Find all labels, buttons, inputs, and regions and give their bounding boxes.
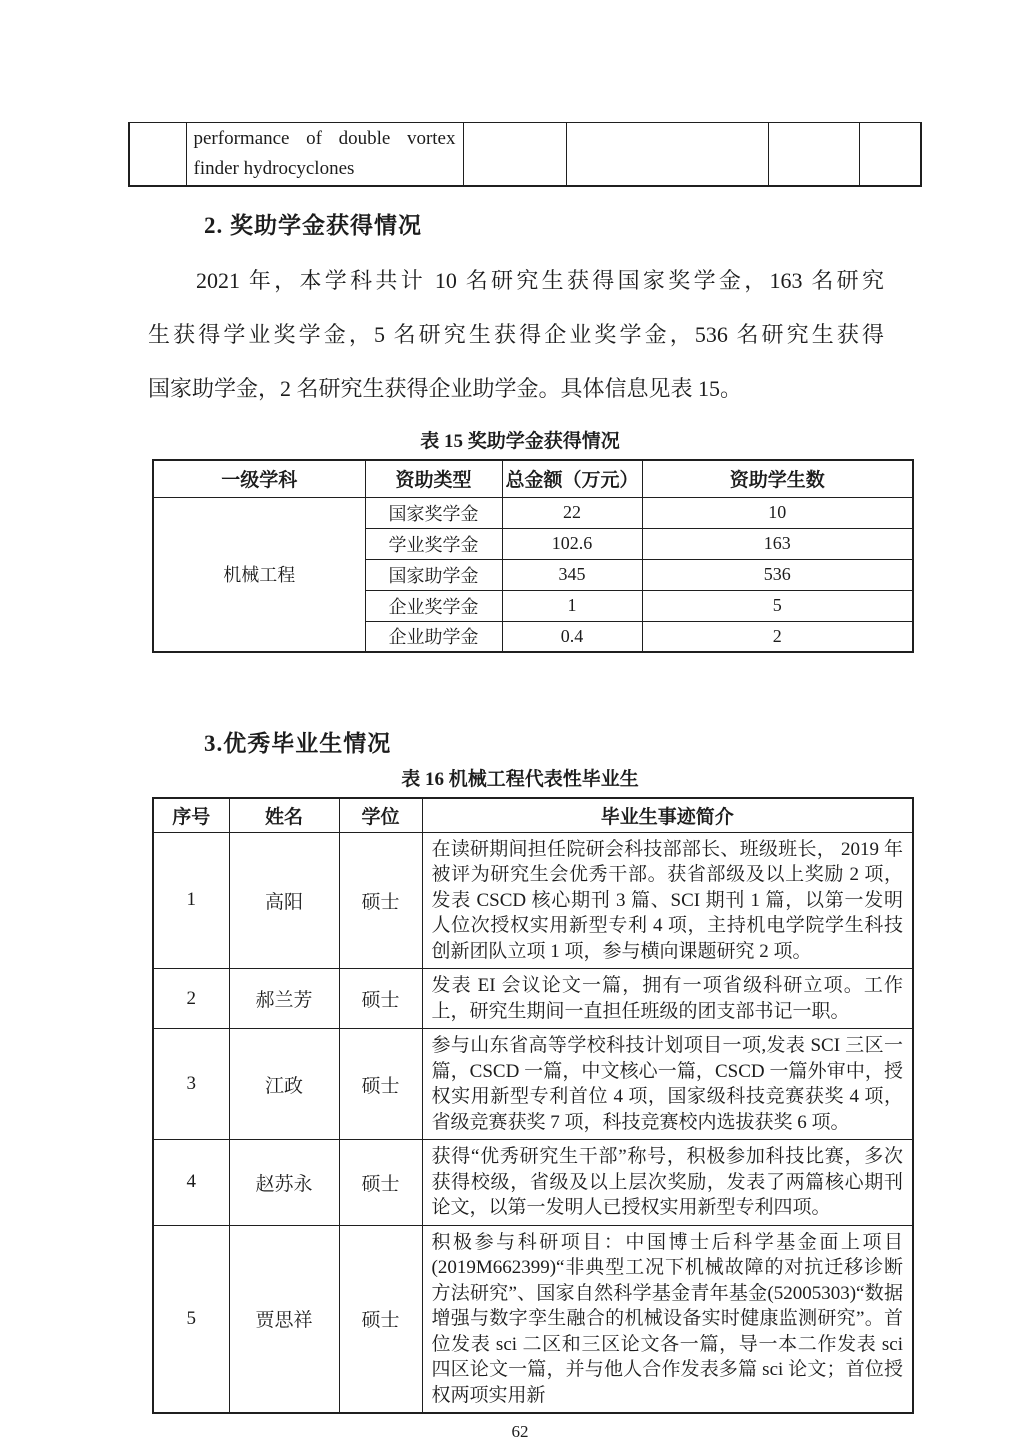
column-header: 序号: [153, 798, 229, 832]
cell-profile: 发表 EI 会议论文一篇，拥有一项省级科研立项。工作上，研究生期间一直担任班级的团支部书记一职。: [422, 969, 913, 1029]
table16-caption: 表 16 机械工程代表性毕业生: [401, 769, 639, 790]
cell-degree: 硕士: [339, 969, 422, 1029]
section-heading-graduates: 3.优秀毕业生情况: [204, 731, 392, 756]
cell-index: 1: [153, 832, 229, 969]
cell-amount: 1: [502, 590, 642, 621]
cell-name: 高阳: [229, 832, 339, 969]
column-header: 学位: [339, 798, 422, 832]
cell-type: 企业助学金: [365, 621, 502, 652]
cell-amount: 22: [502, 497, 642, 528]
page-number: 62: [511, 1422, 529, 1441]
cell-degree: 硕士: [339, 1225, 422, 1413]
cell-profile: 获得“优秀研究生干部”称号，积极参加科技比赛，多次获得校级，省级及以上层次奖励，发表了两篇核心期刊论文，以第一发明人已授权实用新型专利四项。: [422, 1140, 913, 1226]
table-cell-empty: [566, 123, 768, 187]
table-cell-publication-title: performance of double vortex finder hydrocyclones: [186, 123, 463, 187]
cell-type: 国家奖学金: [365, 497, 502, 528]
scholarship-paragraph: [148, 254, 884, 416]
table-cell-empty: [859, 123, 921, 187]
table-cell-empty: [129, 123, 186, 187]
table-row: [153, 497, 913, 528]
cell-index: 4: [153, 1140, 229, 1226]
table-cell-empty: [463, 123, 566, 187]
cell-students: 5: [642, 590, 913, 621]
column-header: 总金额（万元）: [502, 460, 642, 497]
column-header: 一级学科: [153, 460, 365, 497]
cell-profile: 积极参与科研项目：中国博士后科学基金面上项目(2019M662399)“非典型工况下机械故障的对抗迁移诊断方法研究”、国家自然科学基金青年基金(52005303)“数据增强与数字孪生融合的机械设备实时健康监测研究”。首位发表 sci 二区和三区论文各一篇，导一本二作发表 sci 四区论文一篇，并与他人合作发表多篇 sci 论文；首位授权两项实用新: [422, 1225, 913, 1413]
top-continued-table: [128, 122, 922, 187]
cell-type: 学业奖学金: [365, 528, 502, 559]
cell-amount: 102.6: [502, 528, 642, 559]
cell-degree: 硕士: [339, 832, 422, 969]
cell-profile: 参与山东省高等学校科技计划项目一项,发表 SCI 三区一篇，CSCD 一篇，中文核心一篇，CSCD 一篇外审中，授权实用新型专利首位 4 项，国家级科技竞赛获奖 4 项，省级竞赛获奖 7 项，科技竞赛校内选拔获奖 6 项。: [422, 1029, 913, 1140]
cell-name: 江政: [229, 1029, 339, 1140]
table15-caption: 表 15 奖助学金获得情况: [420, 431, 620, 452]
column-header: 资助类型: [365, 460, 502, 497]
cell-index: 3: [153, 1029, 229, 1140]
cell-name: 郝兰芳: [229, 969, 339, 1029]
cell-degree: 硕士: [339, 1029, 422, 1140]
cell-name: 贾思祥: [229, 1225, 339, 1413]
table-row: [153, 969, 913, 1029]
cell-students: 536: [642, 559, 913, 590]
cell-amount: 0.4: [502, 621, 642, 652]
table-row: [153, 1225, 913, 1413]
paragraph-line: 生获得学业奖学金，5 名研究生获得企业奖学金，536 名研究生获得: [148, 322, 884, 347]
cell-students: 2: [642, 621, 913, 652]
paragraph-line: 国家助学金，2 名研究生获得企业助学金。具体信息见表 15。: [148, 376, 743, 401]
table-row: [153, 832, 913, 969]
cell-profile: 在读研期间担任院研会科技部部长、班级班长， 2019 年被评为研究生会优秀干部。获省部级及以上奖励 2 项，发表 CSCD 核心期刊 3 篇、SCI 期刊 1 篇，以第一发明人位次授权实用新型专利 4 项，主持机电学院学生科技创新团队立项 1 项，参与横向课题研究 2 项。: [422, 832, 913, 969]
table15-scholarships: [152, 459, 914, 653]
table16-graduates: [152, 797, 914, 1414]
section-heading-scholarship: 2. 奖助学金获得情况: [204, 213, 422, 238]
column-header: 姓名: [229, 798, 339, 832]
table-header-row: [153, 460, 913, 497]
table-row: [153, 1029, 913, 1140]
cell-index: 2: [153, 969, 229, 1029]
cell-amount: 345: [502, 559, 642, 590]
cell-name: 赵苏永: [229, 1140, 339, 1226]
table-cell-empty: [768, 123, 859, 187]
cell-degree: 硕士: [339, 1140, 422, 1226]
paragraph-line: 2021 年，本学科共计 10 名研究生获得国家奖学金，163 名研究: [196, 268, 884, 293]
cell-type: 企业奖学金: [365, 590, 502, 621]
column-header: 资助学生数: [642, 460, 913, 497]
cell-index: 5: [153, 1225, 229, 1413]
cell-students: 163: [642, 528, 913, 559]
cell-type: 国家助学金: [365, 559, 502, 590]
table-row: [129, 123, 921, 187]
cell-discipline: 机械工程: [153, 497, 365, 652]
column-header: 毕业生事迹简介: [422, 798, 913, 832]
table-header-row: [153, 798, 913, 832]
table-row: [153, 1140, 913, 1226]
cell-students: 10: [642, 497, 913, 528]
